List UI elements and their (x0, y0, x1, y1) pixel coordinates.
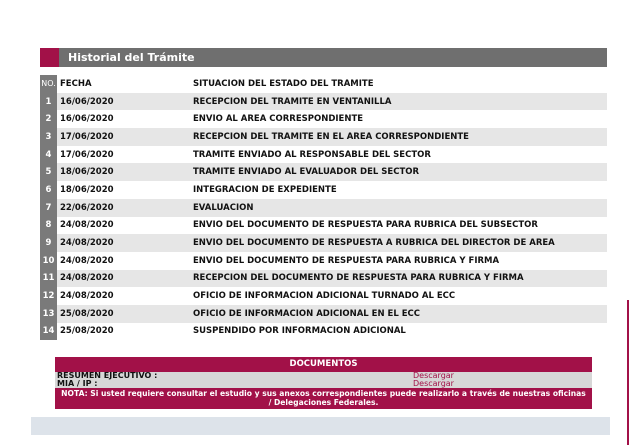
row-situacion: ENVIO AL AREA CORRESPONDIENTE (193, 114, 364, 125)
table-row (40, 199, 607, 217)
row-number: 13 (40, 305, 57, 323)
download-link[interactable]: Descargar (413, 379, 454, 388)
row-situacion: ENVIO DEL DOCUMENTO DE RESPUESTA PARA RUBRICA Y FIRMA (193, 255, 500, 266)
table-row (40, 163, 607, 181)
row-situacion: EVALUACION (193, 202, 254, 213)
table-row (40, 305, 607, 323)
row-number: 9 (40, 234, 57, 252)
table-row (40, 146, 607, 164)
column-header-no: NO. (40, 75, 57, 93)
row-number: 12 (40, 287, 57, 305)
row-fecha: 25/08/2020 (60, 326, 114, 337)
download-link[interactable]: Descargar (413, 371, 454, 380)
table-row (40, 128, 607, 146)
document-label: MIA / IP : (57, 379, 98, 388)
table-row (40, 270, 607, 288)
row-number: 1 (40, 93, 57, 111)
row-fecha: 17/06/2020 (60, 131, 114, 142)
row-situacion: RECEPCION DEL DOCUMENTO DE RESPUESTA PARA RUBRICA Y FIRMA (193, 273, 524, 284)
row-situacion: ENVIO DEL DOCUMENTO DE RESPUESTA A RUBRICA DEL DIRECTOR DE AREA (193, 238, 555, 249)
historial-title: Historial del Trámite (68, 51, 195, 64)
row-number: 14 (40, 323, 57, 341)
row-number: 5 (40, 163, 57, 181)
row-number: 8 (40, 217, 57, 235)
document-row-mia (55, 380, 592, 388)
row-fecha: 18/06/2020 (60, 184, 114, 195)
table-row (40, 323, 607, 341)
row-number: 4 (40, 146, 57, 164)
row-situacion: OFICIO DE INFORMACION ADICIONAL TURNADO AL ECC (193, 291, 456, 302)
column-header-situacion: SITUACIÓN DEL ESTADO DEL TRÁMITE (193, 78, 374, 89)
historial-header (40, 48, 607, 67)
row-situacion: ENVIO DEL DOCUMENTO DE RESPUESTA PARA RUBRICA DEL SUBSECTOR (193, 220, 538, 231)
row-fecha: 24/08/2020 (60, 273, 114, 284)
table-row (40, 252, 607, 270)
row-fecha: 24/08/2020 (60, 220, 114, 231)
row-situacion: SUSPENDIDO POR INFORMACION ADICIONAL (193, 326, 406, 337)
historial-table (40, 75, 607, 340)
table-row (40, 287, 607, 305)
row-situacion: RECEPCION DEL TRAMITE EN EL AREA CORRESPONDIENTE (193, 131, 469, 142)
row-fecha: 24/08/2020 (60, 255, 114, 266)
table-header-row (40, 75, 607, 93)
row-number: 7 (40, 199, 57, 217)
header-accent-block (40, 48, 59, 67)
document-label: RESUMEN EJECUTIVO : (57, 371, 158, 380)
row-fecha: 22/06/2020 (60, 202, 114, 213)
row-fecha: 18/06/2020 (60, 167, 114, 178)
footer-band (31, 417, 610, 435)
row-fecha: 25/08/2020 (60, 308, 114, 319)
row-number: 11 (40, 270, 57, 288)
row-situacion: TRAMITE ENVIADO AL EVALUADOR DEL SECTOR (193, 167, 420, 178)
row-number: 6 (40, 181, 57, 199)
row-number: 10 (40, 252, 57, 270)
table-row (40, 234, 607, 252)
column-header-fecha: FECHA (60, 78, 92, 89)
row-number: 2 (40, 110, 57, 128)
row-situacion: TRAMITE ENVIADO AL RESPONSABLE DEL SECTOR (193, 149, 431, 160)
row-fecha: 24/08/2020 (60, 291, 114, 302)
row-number: 3 (40, 128, 57, 146)
table-row (40, 217, 607, 235)
row-fecha: 16/06/2020 (60, 96, 114, 107)
table-row (40, 110, 607, 128)
documentos-note: NOTA: Si usted requiere consultar el estudio y sus anexos correspondientes puede realizarlo a través de nuestras oficinas / Delegaciones Federales. (55, 388, 592, 409)
table-row (40, 93, 607, 111)
row-fecha: 17/06/2020 (60, 149, 114, 160)
decorative-edge-line (627, 300, 629, 445)
row-situacion: OFICIO DE INFORMACION ADICIONAL EN EL ECC (193, 308, 421, 319)
row-fecha: 24/08/2020 (60, 238, 114, 249)
row-situacion: RECEPCION DEL TRAMITE EN VENTANILLA (193, 96, 392, 107)
table-body (40, 93, 607, 341)
documentos-title: DOCUMENTOS (55, 357, 592, 372)
row-fecha: 16/06/2020 (60, 114, 114, 125)
documentos-panel (55, 357, 592, 409)
document-row-resumen (55, 372, 592, 380)
table-row (40, 181, 607, 199)
row-situacion: INTEGRACION DE EXPEDIENTE (193, 184, 337, 195)
